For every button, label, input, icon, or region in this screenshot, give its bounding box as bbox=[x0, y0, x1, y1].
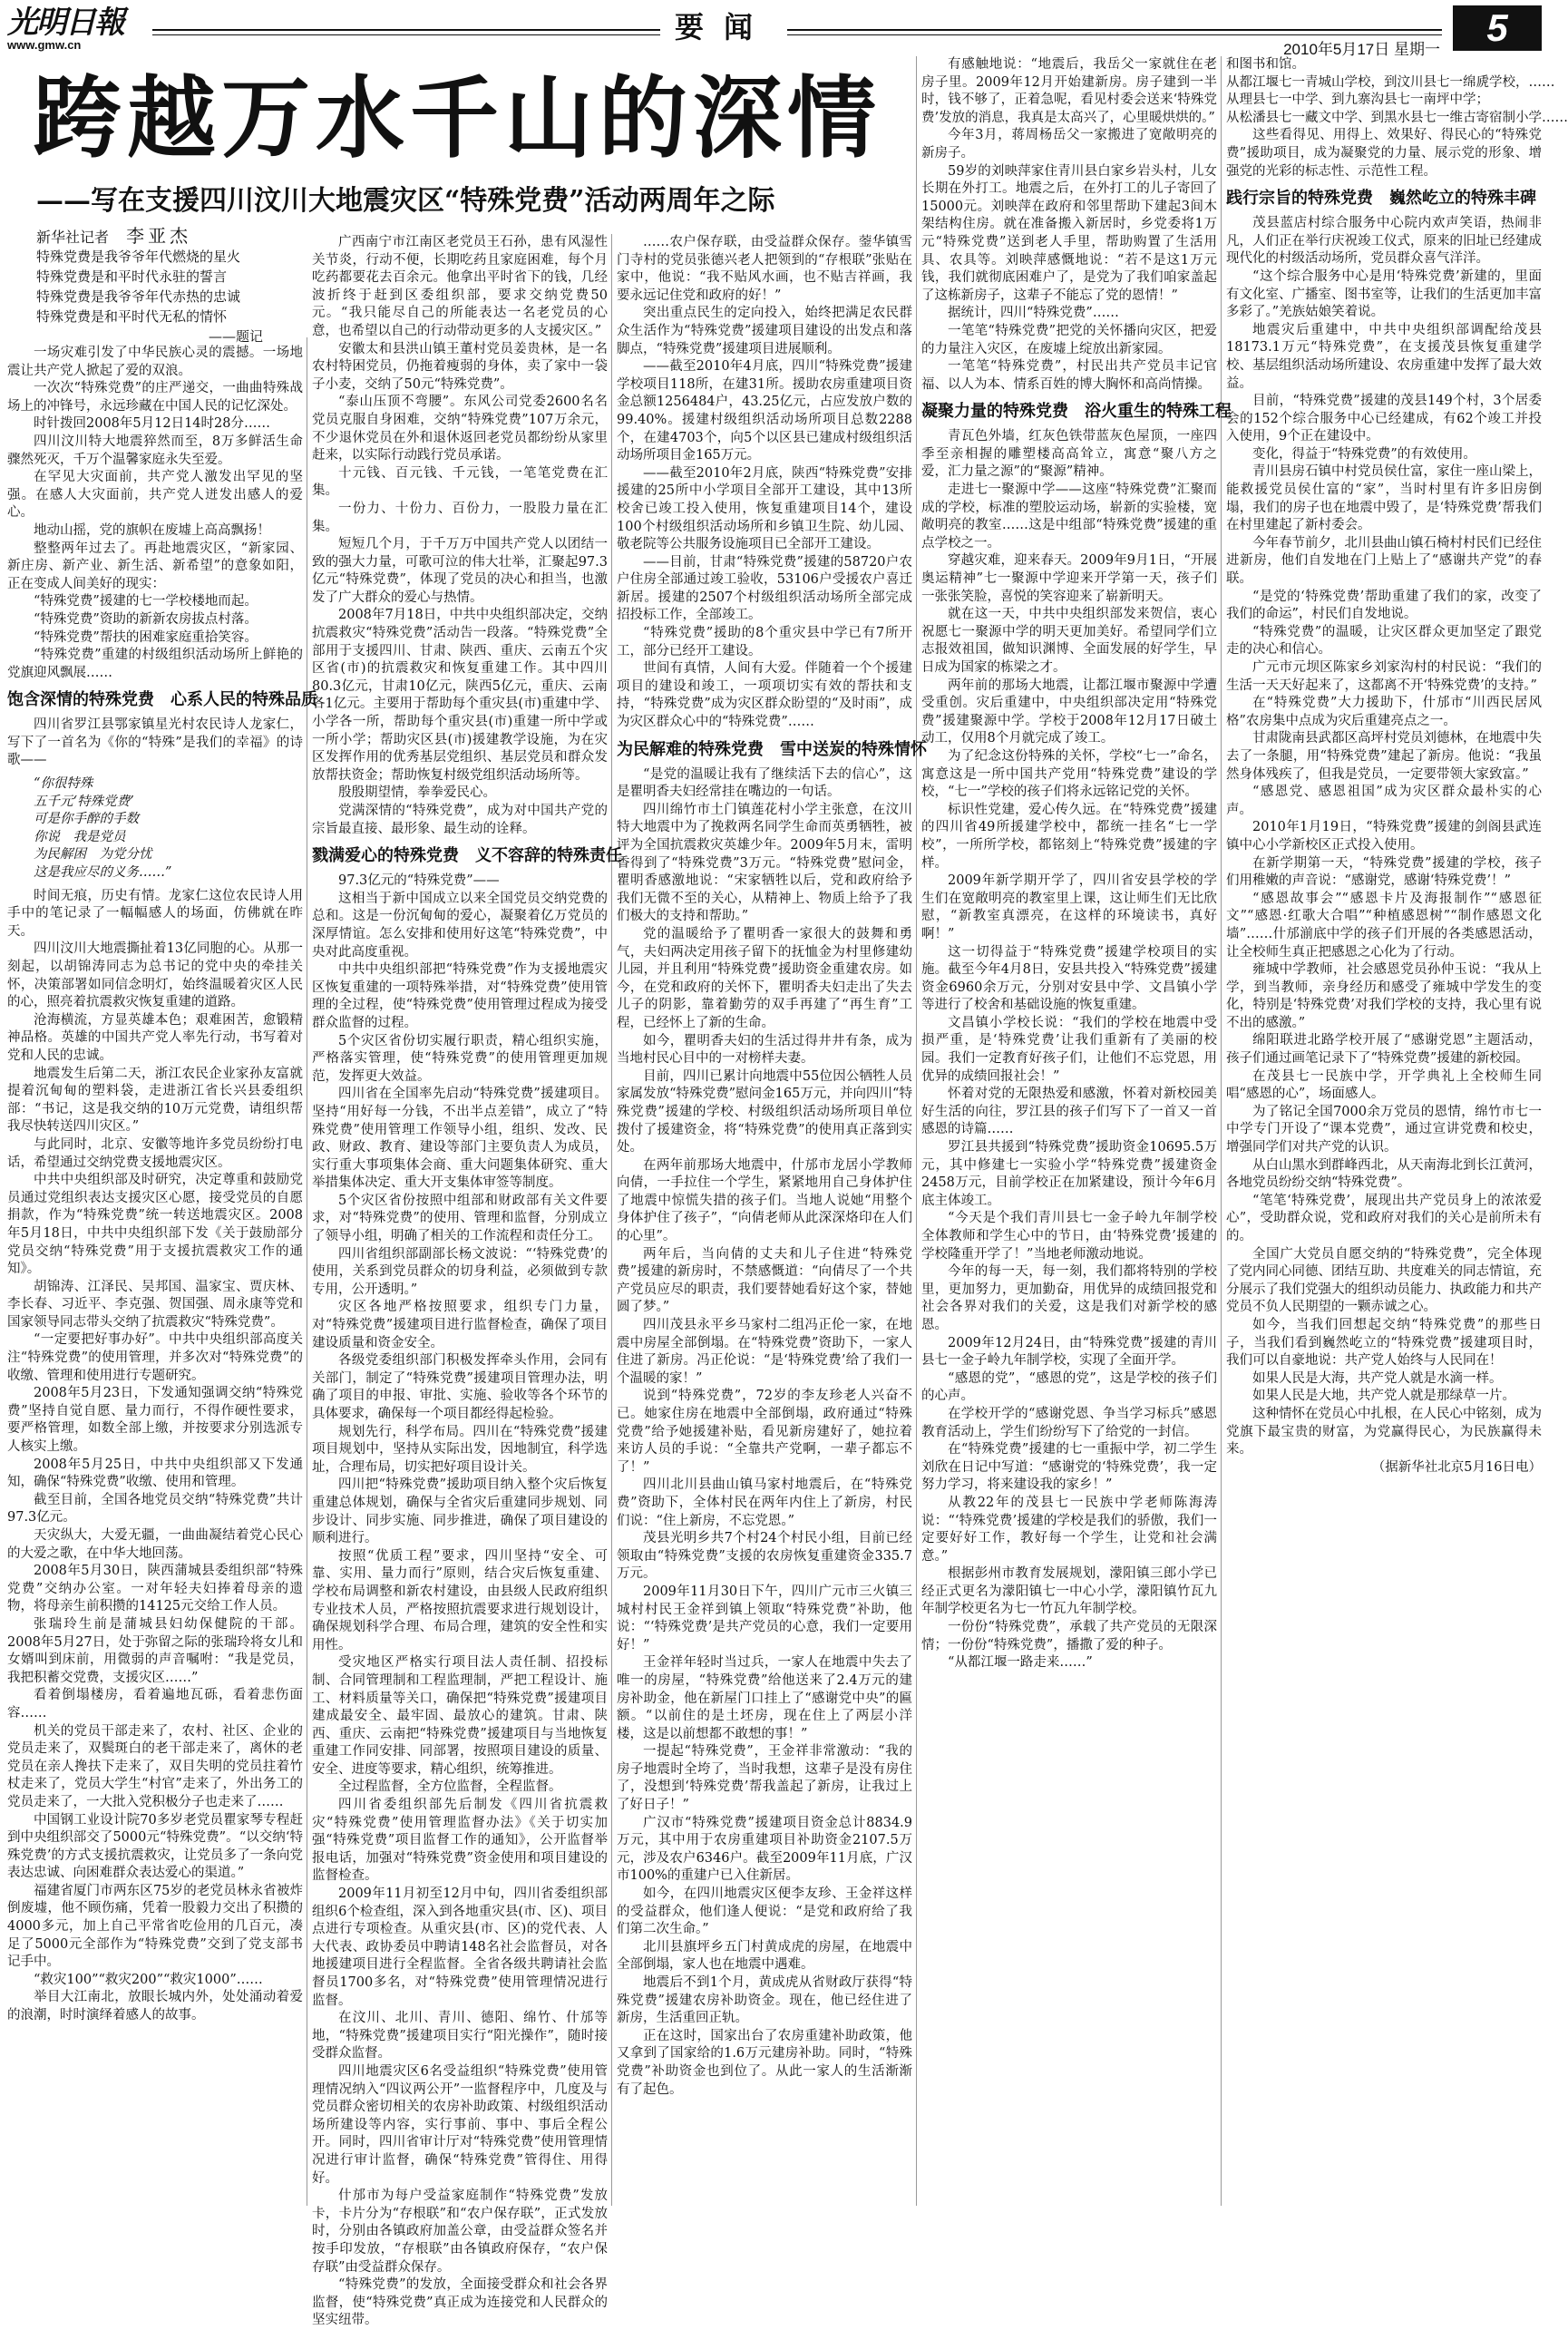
paragraph: 有感触地说：“地震后，我岳父一家就住在老房子里。2009年12月开始建新房。房子建到一半时，钱不够了，正着急呢，看见村委会送来‘特殊党费’发放的消息，我真是太高兴了，心里暖烘烘的。” bbox=[921, 57, 1217, 125]
byline bbox=[36, 221, 191, 248]
article-column-2 bbox=[312, 234, 622, 2328]
paragraph: 今年3月，蒋周杨岳父一家搬进了宽敞明亮的新房子。 bbox=[921, 128, 1217, 161]
paragraph: “特殊党费”重建的村级组织活动场所上鲜艳的党旗迎风飘展…… bbox=[7, 648, 303, 680]
paragraph: 四川省委组织部先后制发《四川省抗震救灾“特殊党费”使用管理监督办法》《关于切实加强“特殊党费”项目监督工作的通知》，公开监督举报电话，加强对“特殊党费”资金使用和项目建设的监督检查。 bbox=[312, 1798, 608, 1884]
paragraph: ……农户保存联，由受益群众保存。蓥华镇雪门寺村的党员张德兴老人把领到的“存根联”张贴在家中，他说：“我不贴风水画，也不贴吉祥画，我要永远记住党和政府的好！” bbox=[617, 235, 912, 303]
paragraph: “是党的‘特殊党费’帮助重建了我们的家，改变了我们的命运”，村民们自发地说。 bbox=[1226, 589, 1542, 622]
paragraph: 四川绵竹市土门镇莲花村小学主张意，在汶川特大地震中为了挽救两名同学生命而英勇牺牲，被评为全国抗震救灾英雄少年。2009年5月末，雷明香得到了“特殊党费”3万元。“特殊党费”慰问金，瞿明香感激地说：“宋家牺牲以后，党和政府给予我们无微不至的关心，从精神上、物质上给予了我们极大的支持和帮助。” bbox=[617, 802, 912, 924]
paragraph: 如果人民是大海，共产党人就是水滴一样。 bbox=[1252, 1370, 1503, 1386]
paragraph: 在学校开学的“感谢党恩、争当学习标兵”感恩教育活动上，学生们纷纷写下了给党的一封信。 bbox=[921, 1406, 1217, 1439]
paragraph: 目前，“特殊党费”援建的茂县149个村，3个居委会的152个综合服务中心已经建成，有62个竣工并投入使用，9个正在建设中。 bbox=[1226, 394, 1542, 444]
paragraph: “这个综合服务中心是用‘特殊党费’新建的，里面有文化室、广播室、图书室等，让我们的生活更加丰富多彩了。”羌族姑娘笑着说。 bbox=[1226, 268, 1542, 320]
paragraph: “笔笔‘特殊党费’，展现出共产党员身上的浓浓爱心”，受助群众说，党和政府对我们的关心是前所未有的。 bbox=[1226, 1193, 1542, 1243]
paragraph: 茂县光明乡共7个村24个村民小组，目前已经领取由“特殊党费”支援的农房恢复重建资金335.7万元。 bbox=[617, 1531, 912, 1582]
byline-author: 李亚杰 bbox=[126, 225, 192, 247]
column-rule bbox=[1221, 56, 1222, 2206]
paragraph: 一份力、十份力、百份力，一股股力量在汇集。 bbox=[312, 501, 608, 534]
text-line: 从理县七一中学、到九寨沟县七一南坪中学； bbox=[1226, 93, 1489, 108]
paragraph: 如今，瞿明香夫妇的生活过得井井有条，成为当地村民心目中的一对榜样夫妻。 bbox=[617, 1033, 912, 1067]
paragraph: 这一切得益于“特殊党费”援建学校项目的实施。截至今年4月8日，安县共投入“特殊党费”援建资金6960余万元，分别对安县中学、文昌镇小学等进行了校舍和基础设施的恢复重建。 bbox=[921, 944, 1217, 1013]
paragraph: 2009年11月初至12月中旬，四川省委组织部组织6个检查组，深入到各地重灾县(市、区)、项目点进行专项检查。从重灾县(市、区)的党代表、人大代表、政协委员中聘请148名社会监督员，对各地援建项目进行全程监督。全省各级共聘请社会监督员1700多名，对“特殊党费”使用管理情况进行监督。 bbox=[312, 1886, 608, 2008]
paragraph: 两年前的那场大地震，让都江堰市聚源中学遭受重创。灾后重建中，中央组织部决定用“特殊党费”援建聚源中学。学校于2008年12月17日破土动工，仅用8个月就完成了竣工。 bbox=[921, 678, 1217, 746]
paragraph: 绵阳联进北路学校开展了“感谢党恩”主题活动，孩子们通过画笔记录下了“特殊党费”援建的新校园。 bbox=[1226, 1033, 1542, 1067]
paragraph: 按照“优质工程”要求，四川坚持“安全、可靠、实用、量力而行”原则，结合灾后恢复重建、学校布局调整和新农村建设，由县级人民政府组织专业技术人员，严格按照抗震要求进行规划设计，确保规划科学合理、布局合理，建筑的安全性和实用性。 bbox=[312, 1548, 608, 1652]
paragraph: “感恩的党”，“感恩的党”，这是学校的孩子们的心声。 bbox=[921, 1370, 1217, 1404]
paragraph: 一次次“特殊党费”的庄严递交，一曲曲特殊战场上的冲锋号，永远珍藏在中国人民的记忆深处。 bbox=[7, 381, 303, 414]
paragraph: 举目大江南北，放眼长城内外，处处涌动着爱的浪潮，时时演绎着感人的故事。 bbox=[7, 1990, 303, 2023]
paragraph: 从白山黑水到群峰西北，从天南海北到长江黄河，各地党员纷纷交纳“特殊党费”。 bbox=[1226, 1157, 1542, 1191]
paragraph: 2009年12月24日，由“特殊党费”援建的青川县七一金子岭九年制学校，实现了全面开学。 bbox=[921, 1335, 1217, 1369]
paragraph: “今天是个我们青川县七一金子岭九年制学校全体教师和学生心中的节日，由‘特殊党费’援建的学校隆重开学了！”当地老师激动地说。 bbox=[921, 1211, 1217, 1262]
article-headline: 跨越万水千山的深情 bbox=[33, 66, 882, 171]
paragraph: 据统计，四川“特殊党费”…… bbox=[948, 306, 1119, 321]
paragraph: 张瑞玲生前是蒲城县妇幼保健院的干部。2008年5月27日，处于弥留之际的张瑞玲将女儿和女婿叫到床前，用微弱的声音嘱咐：“我是党员，我把积蓄交党费，支援灾区……” bbox=[7, 1616, 303, 1685]
logo-url[interactable]: www.gmw.cn bbox=[7, 38, 82, 52]
paragraph: 中共中央组织部及时研究，决定尊重和鼓励党员通过党组织表达支援灾区心愿，接受党员的自愿捐款，作为“特殊党费”统一转送地震灾区。2008年5月18日，中共中央组织部下发《关于鼓励部分党员交纳“特殊党费”用于支援抗震救灾工作的通知》。 bbox=[7, 1173, 303, 1277]
paragraph: 怀着对党的无限热爱和感激，怀着对新校园美好生活的向往，罗江县的孩子们写下了一首又一首感恩的诗篇…… bbox=[921, 1087, 1217, 1137]
paragraph: 时针拨回2008年5月12日14时28分…… bbox=[34, 416, 270, 432]
paragraph: 如今，当我们回想起交纳“特殊党费”的那些日子，当我们看到巍然屹立的“特殊党费”援建项目时，我们可以自豪地说：共产党人始终与人民同在！ bbox=[1226, 1317, 1542, 1369]
paragraph: 四川汶川特大地震猝然而至，8万多鲜活生命骤然死灭，千万个温馨家庭永失至爱。 bbox=[7, 434, 303, 467]
epigraph-sign: ——题记 bbox=[208, 328, 263, 345]
paragraph: ——截至2010年2月底，陕西“特殊党费”安排援建的25所中小学项目全部开工建设，其中13所校舍已竣工投入使用，恢复重建项目14个，建设100个村级组织活动场所和乡镇卫生院、幼儿园、敬老院等公共服务设施项目已全部开工建设。 bbox=[617, 465, 912, 552]
paragraph: 青川县房石镇中村党员侯仕富，家住一座山梁上，能救援党员侯仕富的“家”，当时村里有许多旧房倒塌，我们的房子也在地震中毁了，是‘特殊党费’帮我们在村里建起了新村委会。 bbox=[1226, 464, 1542, 533]
epigraph-line: 特殊党费是我爷爷年代赤热的忠诚 bbox=[36, 288, 241, 305]
paragraph: 全过程监督，全方位监督，全程监督。 bbox=[338, 1779, 562, 1795]
article-column-5 bbox=[1226, 56, 1568, 2204]
paragraph: 安徽太和县洪山镇王董村党员姜贵林，是一名农村特困党员，仍拖着瘦弱的身体，卖了家中一袋子小麦，交纳了50元“特殊党费”。 bbox=[312, 341, 608, 392]
paragraph: 各级党委组织部门积极发挥牵头作用，会同有关部门，制定了“特殊党费”援建项目管理办法，明确了项目的申报、审批、实施、验收等各个环节的具体要求，确保每一个项目都经得起检验。 bbox=[312, 1353, 608, 1421]
issue-date: 2010年5月17日 bbox=[1283, 41, 1390, 58]
paragraph: “救灾100”“救灾200”“救灾1000”…… bbox=[34, 1972, 263, 1987]
paragraph: “一定要把好事办好”。中共中央组织部高度关注“特殊党费”的使用管理，并多次对“特殊党费”的收缴、管理和使用进行专题研究。 bbox=[7, 1332, 303, 1383]
paragraph: “是党的温暖让我有了继续活下去的信心”，这是瞿明香夫妇经常挂在嘴边的一句话。 bbox=[617, 766, 912, 800]
text-line: 从松潘县七一藏文中学、到黑水县七一维古寄宿制小学…… bbox=[1226, 110, 1568, 125]
epigraph-line: 特殊党费是和平时代永驻的誓言 bbox=[36, 268, 228, 285]
paragraph: 在“特殊党费”大力援助下，什邡市“川西民居风格”农房集中点成为灾后重建亮点之一。 bbox=[1226, 696, 1542, 728]
paragraph: 在两年前那场大地震中，什邡市龙居小学教师向倩，一手拉住一个学生，紧紧地用自己身体护住了地震中惊慌失措的孩子们。当地人说她“用整个身体护住了孩子”，“向倩老师从此深深烙印在人们的心里”。 bbox=[617, 1157, 912, 1244]
logo-text: 光明日報 bbox=[7, 5, 123, 41]
paragraph: 文昌镇小学校长说：“我们的学校在地震中受损严重，是‘特殊党费’让我们重新有了美丽的校园。我们一定教育好孩子们，让他们不忘党恩，用优异的成绩回报社会！” bbox=[921, 1015, 1217, 1084]
paragraph: 2009年新学期开学了，四川省安县学校的学生们在宽敞明亮的教室里上课，这让师生们无比欣慰，“新教室真漂亮，在这样的环境读书，真好啊！” bbox=[921, 873, 1217, 941]
paragraph: 看着倒塌楼房，看着遍地瓦砾，看着悲伤面容…… bbox=[7, 1688, 303, 1721]
paragraph: “特殊党费”的发放，全面接受群众和社会各界监督，使“特殊党费”真正成为连接党和人民群众的坚实纽带。 bbox=[312, 2277, 608, 2328]
paragraph: 在茂县七一民族中学，开学典礼上全校师生同唱“感恩的心”，场面感人。 bbox=[1226, 1068, 1542, 1102]
paragraph: 中共中央组织部把“特殊党费”作为支援地震灾区恢复重建的一项特殊举措，对“特殊党费”使用管理的全过程，使“特殊党费”使用管理过程成为接受群众监督的过程。 bbox=[312, 962, 608, 1030]
paragraph: 目前，四川已累计向地震中55位因公牺牲人员家属发放“特殊党费”慰问金165万元，并向四川“特殊党费”援建的学校、村级组织活动场所项目单位拨付了援建资金，将“特殊党费”的使用真正落到实处。 bbox=[617, 1068, 912, 1155]
paragraph: 一份份“特殊党费”，承载了共产党员的无限深情；一份份“特殊党费”，播撒了爱的种子。 bbox=[921, 1620, 1217, 1652]
paragraph: 四川省罗江县鄂家镇星光村农民诗人龙家仁，写下了一首名为《你的“特殊”是我们的幸福》的诗歌—— bbox=[7, 717, 303, 768]
paragraph: 广元市元坝区陈家乡刘家沟村的村民说：“我们的生活一天天好起来了，这都离不开‘特殊党费’的支持。” bbox=[1226, 660, 1542, 693]
paragraph: 四川汶川大地震撕扯着13亿同胞的心。从那一刻起，以胡锦涛同志为总书记的党中央的牵挂关怀，决策部署如同信念明灯，始终温暖着灾区人民的心，照亮着抗震救灾恢复重建的道路。 bbox=[7, 941, 303, 1010]
paragraph: 5个灾区省份按照中组部和财政部有关文件要求，对“特殊党费”的使用、管理和监督，分别成立了领导小组，明确了相关的工作流程和责任分工。 bbox=[312, 1193, 608, 1244]
paragraph: 整整两年过去了。再赴地震灾区，“新家园、新庄房、新产业、新生活、新希望”的意象如阳，正在变成人间美好的现实： bbox=[7, 541, 303, 591]
paragraph: 标识性党建，爱心传久远。在“特殊党费”援建的四川省49所援建学校中，都统一挂名“七一学校”，一所所学校，都铭刻上“特殊党费”援建的字样。 bbox=[921, 802, 1217, 871]
paragraph: 雍城中学教师，社会感恩党员孙仲玉说：“我从上学，到当教师，亲身经历和感受了雍城中学发生的变化，特别是‘特殊党费’对我们学校的支持，我心里有说不出的感激。” bbox=[1226, 962, 1542, 1030]
poem-line: 你说 我是党员 bbox=[34, 829, 126, 844]
paragraph: “从都江堰一路走来……” bbox=[948, 1655, 1093, 1671]
paragraph: 受灾地区严格实行项目法人责任制、招投标制、合同管理制和工程监理制，严把工程设计、施工、材料质量等关口，确保把“特殊党费”援建项目建成最安全、最牢固、最放心的建筑。甘肃、陕西、重庆、云南把“特殊党费”援建项目与当地恢复重建工作同安排、同部署，按照项目建设的质量、安全、进度等要求，精心组织，统筹推进。 bbox=[312, 1655, 608, 1777]
paragraph: “感恩故事会”“感恩卡片及海报制作”“感恩征文”“感恩·红歌大合唱”“种植感恩树”“制作感恩文化墙”……什邡湔底中学的孩子们开展的各类感恩活动，让全校师生真正把感恩之心化为了行动。 bbox=[1226, 891, 1542, 960]
paragraph: 正在这时，国家出台了农房重建补助政策，他又拿到了国家给的1.6万元建房补助。同时，“特殊党费”补助资金也到位了。从此一家人的生活渐渐有了起色。 bbox=[617, 2028, 912, 2097]
paragraph: 为了纪念这份特殊的关怀，学校“七一”命名，寓意这是一所中国共产党用“特殊党费”建设的学校，“七一”学校的孩子们将永远铭记党的关怀。 bbox=[921, 748, 1217, 800]
epigraph bbox=[36, 247, 263, 346]
section-heading: 为民解难的特殊党费 雪中送炭的特殊情怀 bbox=[617, 739, 927, 759]
paragraph: 党满深情的“特殊党费”，成为对中国共产党的宗旨最直接、最形象、最生动的诠释。 bbox=[312, 804, 608, 836]
paragraph: 一笔笔“特殊党费”把党的关怀播向灾区，把爱的力量注入灾区，在废墟上绽放出新家园。 bbox=[921, 323, 1217, 356]
column-rule bbox=[611, 234, 612, 2206]
paragraph: 地震后不到1个月，黄成虎从省财政厅获得“特殊党费”援建农房补助资金。现在，他已经住进了新房，生活重回正轨。 bbox=[617, 1975, 912, 2026]
paragraph: “特殊党费”援助的8个重灾县中学已有7所开工，部分已经开工建设。 bbox=[617, 626, 912, 658]
paragraph: 2008年5月23日，下发通知强调交纳“特殊党费”坚持自觉自愿、量力而行，不得作硬性要求，要严格管理，如数全部上缴，并按要求分别选派专人核实上缴。 bbox=[7, 1386, 303, 1455]
paragraph: 四川茂县永平乡马家村二组冯正伦一家，在地震中房屋全部倒塌。在“特殊党费”资助下，一家人住进了新房。冯正伦说：“是‘特殊党费’给了我们一个温暖的家！” bbox=[617, 1318, 912, 1386]
paragraph: 四川地震灾区6名受益组织“特殊党费”使用管理情况纳入“四议两公开”一监督程序中，几度及与党员群众密切相关的农房补助政策、村级组织活动场所建设等内容，实行事前、事中、事后全程公开。同时，四川省审计厅对“特殊党费”使用管理情况进行审计监督，确保“特殊党费”管得住、用得好。 bbox=[312, 2063, 608, 2186]
section-heading: 凝聚力量的特殊党费 浴火重生的特殊工程 bbox=[921, 402, 1232, 422]
article-column-3 bbox=[617, 234, 927, 2204]
poem-line: 可是你手醉的手数 bbox=[34, 812, 139, 827]
paragraph: 天灾纵大，大爱无疆，一曲曲凝结着党心民心的大爱之歌，在中华大地回荡。 bbox=[7, 1528, 303, 1561]
paragraph: 5个灾区省份切实履行职责，精心组织实施，严格落实管理，使“特殊党费”的使用管理更加规范，发挥更大效益。 bbox=[312, 1033, 608, 1084]
paragraph: 四川把“特殊党费”援助项目纳入整个灾后恢复重建总体规划，确保与全省灾后重建同步规划、同步设计、同步实施、同步推进，确保了项目建设的顺利进行。 bbox=[312, 1477, 608, 1546]
paragraph: 2009年11月30日下午，四川广元市三火镇三城村村民王金祥到镇上领取“特殊党费”补助，他说：“‘特殊党费’是共产党员的心意，我们一定要用好！” bbox=[617, 1584, 912, 1652]
paragraph: 这些看得见、用得上、效果好、得民心的“特殊党费”援助项目，成为凝聚党的力量、展示党的形象、增强党的光彩的标志性、示范性工程。 bbox=[1226, 128, 1542, 179]
paragraph: 十元钱、百元钱、千元钱，一笔笔党费在汇集。 bbox=[312, 465, 608, 499]
paragraph: 四川北川县曲山镇马家村地震后，在“特殊党费”资助下，全体村民在两年内住上了新房，村民们说：“住上新房，不忘党恩。” bbox=[617, 1477, 912, 1528]
poem bbox=[34, 775, 303, 882]
article-column-4 bbox=[921, 56, 1232, 2204]
paragraph: 北川县旗坪乡五门村黄成虎的房屋，在地震中全部倒塌，家人也在地震中遇难。 bbox=[617, 1939, 912, 1973]
article-source: （据新华社北京5月16日电） bbox=[1371, 1459, 1542, 1475]
paragraph: 在汶川、北川、青川、德阳、绵竹、什邡等地，“特殊党费”援建项目实行“阳光操作”，随时接受群众监督。 bbox=[312, 2011, 608, 2062]
paragraph: 说到“特殊党费”，72岁的李友珍老人兴奋不已。她家住房在地震中全部倒塌，政府通过“特殊党费”给予她援建补贴，看见新房建好了，她拉着来访人员的手说：“全靠共产党啊，一辈子都忘不了！” bbox=[617, 1389, 912, 1475]
poem-line: 为民解困 为党分忧 bbox=[34, 847, 152, 863]
paragraph: 甘肃陇南县武都区高坪村党员刘德林，在地震中失去了一条腿，用“特殊党费”建起了新房。他说：“我虽然身体残疾了，但我是党员，一定要带领大家致富。” bbox=[1226, 731, 1542, 782]
paragraph: 如果人民是大地，共产党人就是那绿草一片。 bbox=[1252, 1389, 1515, 1404]
paragraph: 这种情怀在党员心中扎根，在人民心中铭刻，成为党旗下最宝贵的财富，为党赢得民心，为民族赢得未来。 bbox=[1226, 1406, 1542, 1457]
paragraph: 今年春节前夕，北川县曲山镇石椅村村民们已经住进新房，他们自发地在门上贴上了“感谢共产党”的春联。 bbox=[1226, 535, 1542, 587]
paragraph: 地震灾后重建中，中共中央组织部调配给茂县18173.1万元“特殊党费”，在支援茂县恢复重建学校、基层组织活动场所建设、农房重建中发挥了最大效益。 bbox=[1226, 322, 1542, 391]
paragraph: ——目前，甘肃“特殊党费”援建的58720户农户住房全部通过竣工验收，53106户受援农户喜迁新居。援建的2507个村级组织活动场所全部完成招投标工作，全部竣工。 bbox=[617, 554, 912, 623]
paragraph: 根据彭州市教育发展规划，濛阳镇三郎小学已经正式更名为濛阳镇七一中心小学，濛阳镇竹瓦九年制学校更名为七一竹瓦九年制学校。 bbox=[921, 1566, 1217, 1617]
paragraph: 殷殷期望情，拳拳爱民心。 bbox=[338, 785, 496, 801]
epigraph-line: 特殊党费是和平时代无私的情怀 bbox=[36, 308, 228, 325]
paragraph: 截至目前，全国各地党员交纳“特殊党费”共计97.3亿元。 bbox=[7, 1492, 303, 1526]
paragraph: “特殊党费”帮扶的困难家庭重拾笑容。 bbox=[34, 629, 258, 645]
paragraph: 王金祥年轻时当过兵，一家人在地震中失去了唯一的房屋，“特殊党费”给他送来了2.4万元的建房补助金，他在新屋门口挂上了“感谢党中央”的匾额。“以前住的是土坯房，现在住上了两层小洋楼，这是以前想都不敢想的事！” bbox=[617, 1655, 912, 1741]
paragraph: 为了铭记全国7000余万党员的恩情，绵竹市七一中学专门开设了“课本党费”，通过宣讲党费和校史，增强同学们对共产党的认识。 bbox=[1226, 1104, 1542, 1155]
masthead bbox=[7, 5, 1542, 58]
paragraph: 短短几个月，于千万万中国共产党人以团结一致的强大力量，可歌可泣的伟大壮举，汇聚起97.3亿元“特殊党费”，体现了党员的决心和担当，也激发了广大群众的爱心与热情。 bbox=[312, 537, 608, 605]
paragraph: “特殊党费”的温暖，让灾区群众更加坚定了跟党走的决心和信心。 bbox=[1226, 624, 1542, 658]
paragraph: 四川省在全国率先启动“特殊党费”援建项目。坚持“用好每一分钱，不出半点差错”，成立了“特殊党费”使用管理工作领导小组，组织、发改、民政、财政、教育、建设等部门主要负责人为成员，实行重大事项集体会商、重大问题集体研究、重大举措集体决定、重大开支集体审签等制度。 bbox=[312, 1087, 608, 1191]
paragraph: 规划先行，科学布局。四川在“特殊党费”援建项目规划中，坚持从实际出发，因地制宜，科学选址，合理布局，切实把好项目设计关。 bbox=[312, 1424, 608, 1475]
paragraph: 时间无痕，历史有情。龙家仁这位农民诗人用手中的笔记录了一幅幅感人的场面，仿佛就在昨天。 bbox=[7, 888, 303, 939]
paragraph: 如今，在四川地震灾区便李友珍、王金祥这样的受益群众，他们逢人便说：“是党和政府给了我们第二次生命。” bbox=[617, 1886, 912, 1937]
paragraph: 变化，得益于“特殊党费”的有效使用。 bbox=[1252, 446, 1476, 462]
paragraph: 2008年7月18日，中共中央组织部决定，交纳抗震救灾“特殊党费”活动告一段落。“特殊党费”全部用于支援四川、甘肃、陕西、重庆、云南五个灾区省(市)的抗震救灾和恢复重建工作。其中四川80.3亿元，甘肃10亿元，陕西5亿元，重庆、云南各1亿元。主要用于帮助每个重灾县(市)重建中学、小学各一所，帮助每个重灾县(市)重建一所中学或一所小学；帮助灾区县(市)援建教学设施，为在灾区发挥作用的优秀基层党组织、基层党员和群众发放帮扶资金；帮助恢复村级党组织活动场所等。 bbox=[312, 608, 608, 783]
poem-line: 这是我应尽的义务……” bbox=[34, 865, 172, 881]
paragraph: 茂县蓝店村综合服务中心院内欢声笑语，热闹非凡，人们正在举行庆祝竣工仪式，原来的旧址已经建成现代化的村级活动场所，党员群众喜气洋洋。 bbox=[1226, 216, 1542, 267]
paragraph: 地动山摇，党的旗帜在废墟上高高飘扬！ bbox=[34, 522, 270, 538]
paragraph: 在“特殊党费”援建的七一重振中学，初二学生刘欣在日记中写道：“感谢党的‘特殊党费’，我一定努力学习，将来建设我的家乡！” bbox=[921, 1442, 1217, 1493]
paragraph: 机关的党员干部走来了，农村、社区、企业的党员走来了，双鬓斑白的老干部走来了，离休的老党员在亲人搀扶下走来了，双目失明的党员拄着竹杖走来了，党员大学生“村官”走来了，外出务工的党员走来了，一大批入党积极分子也走来了…… bbox=[7, 1723, 303, 1809]
section-name: 要闻 bbox=[660, 9, 787, 45]
poem-line: 五千元‘特殊党费’ bbox=[34, 794, 134, 809]
issue-weekday: 星期一 bbox=[1394, 41, 1440, 58]
section-heading: 戮满爱心的特殊党费 义不容辞的特殊责任 bbox=[312, 846, 622, 866]
paragraph: 广西南宁市江南区老党员王石孙，患有风湿性关节炎，行动不便，长期吃药且家庭困难，每个月吃药都要花去百余元。他拿出平时省下的钱，几经波折终于赶到区委组织部，要求交纳党费50元。“我只能尽自己的所能表达一名老党员的心意，也希望以自己的行动带动更多的人支援灾区。” bbox=[312, 235, 608, 338]
paragraph: 沧海横流，方显英雄本色；艰难困苦，愈锻精神品格。英雄的中国共产党人率先行动，书写着对党和人民的忠诚。 bbox=[7, 1012, 303, 1063]
article-subheadline: ——写在支援四川汶川大地震灾区“特殊党费”活动两周年之际 bbox=[36, 185, 775, 217]
paragraph: 灾区各地严格按照要求，组织专门力量，对“特殊党费”援建项目进行监督检查，确保了项目建设质量和资金安全。 bbox=[312, 1300, 608, 1350]
paragraph: 一场灾难引发了中华民族心灵的震撼。一场地震让共产党人掀起了爱的双浪。 bbox=[7, 346, 303, 378]
paragraph: 罗江县共援到“特殊党费”援助资金10695.5万元，其中修建七一实验小学“特殊党费”援建资金2458万元，目前学校正在加紧建设，预计今年6月底主体竣工。 bbox=[921, 1140, 1217, 1208]
byline-label: 新华社记者 bbox=[36, 229, 110, 246]
paragraph: ——截至2010年4月底，四川“特殊党费”援建学校项目118所，在建31所。援助农房重建项目资金总额1256484户，43.25亿元，占应发放户数的99.40%。援建村级组织活动场所项目总数2288个，在建4703个，向5个以区县已建成村级组织活动场所项目金165万元。 bbox=[617, 359, 912, 463]
paragraph: 两年后，当向倩的丈夫和儿子住进“特殊党费”援建的新房时，不禁感慨道：“向倩尽了一个共产党员应尽的职责，我们要替她看好这个家，替她圆了梦。” bbox=[617, 1246, 912, 1315]
paragraph: 福建省厦门市两东区75岁的老党员林永省被炸倒废墟，他不顾伤痛，凭着一股毅力交出了积攒的4000多元，加上自己平常省吃俭用的几百元，凑足了5000元全部作为“特殊党费”交到了党支部书记手中。 bbox=[7, 1883, 303, 1970]
paragraph: 党的温暖给予了瞿明香一家很大的鼓舞和勇气，夫妇两决定用孩子留下的抚恤金为村里修建幼儿园，并且利用“特殊党费”援助资金重建农房。如今，在党和政府的关怀下，瞿明香夫妇走出了失去儿子的阴影，靠着勤劳的双手再建了“再生育”工程，已经怀上了新的生命。 bbox=[617, 926, 912, 1030]
paragraph: 一笔笔“特殊党费”，村民出共产党员丰记官福、以人为本、情系百姓的博大胸怀和高尚情操。 bbox=[921, 359, 1217, 392]
paragraph: 2010年1月19日，“特殊党费”援建的剑阁县武连镇中心小学新校区正式投入使用。 bbox=[1226, 820, 1542, 853]
paragraph: 全国广大党员自愿交纳的“特殊党费”，完全体现了党内同心同德、团结互助、共度难关的同志情谊，充分展示了我们党强大的组织动员能力、执政能力和共产党员不负人民期望的一颗赤诚之心。 bbox=[1226, 1246, 1542, 1315]
paragraph: “特殊党费”资助的新新农房拔点村落。 bbox=[34, 611, 258, 627]
paragraph: 走进七一聚源中学——这座“特殊党费”汇聚而成的学校，标准的塑胶运动场，崭新的实验楼，宽敞明亮的教室……这是中组部“特殊党费”援建的重点学校之一。 bbox=[921, 483, 1217, 551]
paragraph: “感恩党、感恩祖国”成为灾区群众最朴实的心声。 bbox=[1226, 785, 1542, 817]
column-rule bbox=[916, 56, 917, 2206]
paragraph: “特殊党费”援建的七一学校楼地而起。 bbox=[34, 594, 258, 609]
paragraph: 97.3亿元的“特殊党费”—— bbox=[338, 873, 500, 889]
epigraph-line: 特殊党费是我爷爷年代燃烧的星火 bbox=[36, 249, 241, 265]
newspaper-logo[interactable] bbox=[7, 5, 143, 51]
paragraph: 什邡市为每户受益家庭制作“特殊党费”发放卡，卡片分为“存根联”和“农户保存联”，正式发放时，分别由各镇政府加盖公章，由受益群众签名并按手印发放，“存根联”由各镇政府保存，“农户保存联”由受益群众保存。 bbox=[312, 2189, 608, 2275]
text-line: 从都江堰七一青城山学校，到汶川县七一绵虒学校，…… bbox=[1226, 74, 1555, 90]
paragraph: 今年的每一天，每一刻，我们都将特别的学校里，更加努力，更加勤奋，用优异的成绩回报党和社会各界对我们的关爱，这是我们对新学校的感恩。 bbox=[921, 1264, 1217, 1332]
page-number: 5 bbox=[1453, 5, 1542, 51]
paragraph: 突出重点民生的定向投入，始终把满足农民群众生活作为“特殊党费”援建项目建设的出发点和落脚点，“特殊党费”援建项目进展顺利。 bbox=[617, 306, 912, 356]
paragraph: 在罕见大灾面前，共产党人激发出罕见的坚强。在感人大灾面前，共产党人迸发出感人的爱心。 bbox=[7, 470, 303, 521]
paragraph: 青瓦色外墙，红灰色铁带蓝灰色屋顶，一座四季至亲相握的雕塑楼高高耸立，寓意“聚八方之爱，汇力量之源”的“聚源”精神。 bbox=[921, 429, 1217, 480]
paragraph: 2008年5月25日，中共中央组织部又下发通知，确保“特殊党费”收缴、使用和管理。 bbox=[7, 1457, 303, 1490]
paragraph: 广汉市“特殊党费”援建项目资金总计8834.9万元，其中用于农房重建项目补助资金2107.5万元，涉及农户6346户。截至2009年11月底，广汉市100%的重建户已入住新居。 bbox=[617, 1815, 912, 1884]
paragraph: 穿越灾难，迎来春天。2009年9月1日，“开展奥运精神”七一聚源中学迎来开学第一天，孩子们一张张笑脸，喜悦的笑容迎来了崭新明天。 bbox=[921, 553, 1217, 604]
paragraph: 与此同时，北京、安徽等地许多党员纷纷打电话，希望通过交纳党费支援地震灾区。 bbox=[7, 1136, 303, 1170]
paragraph: 这相当于新中国成立以来全国党员交纳党费的总和。这是一份沉甸甸的爱心，凝聚着亿万党员的深厚情谊。怎么安排和使用好这笔“特殊党费”，中央对此高度重视。 bbox=[312, 891, 608, 960]
header-rule bbox=[152, 29, 1442, 35]
paragraph: 四川省组织部副部长杨文波说：“‘特殊党费’的使用，关系到党员群众的切身利益，必须做到专款专用，公开透明。” bbox=[312, 1246, 608, 1297]
paragraph: 胡锦涛、江泽民、吴邦国、温家宝、贾庆林、李长春、习近平、李克强、贺国强、周永康等党和国家领导同志带头交纳了抗震救灾“特殊党费”。 bbox=[7, 1279, 303, 1330]
section-heading: 饱含深情的特殊党费 心系人民的特殊品质 bbox=[7, 690, 317, 710]
paragraph: 从教22年的茂县七一民族中学老师陈海涛说：“‘特殊党费’援建的学校是我们的骄傲，我们一定要好好工作，教好每一个学生，让党和社会满意。” bbox=[921, 1495, 1217, 1564]
paragraph: “泰山压顶不弯腰”。东风公司党委2600名名党员克服自身困难，交纳“特殊党费”107万余元，不少退休党员在外和退休返回老党员都纷纷从家里赶来，以实际行动践行党员承诺。 bbox=[312, 395, 608, 463]
paragraph: 世间有真情，人间有大爱。伴随着一个个援建项目的建设和竣工，一项项切实有效的帮扶和支持，“特殊党费”成为灾区群众盼望的“及时雨”，成为灾区群众心中的“特殊党费”…… bbox=[617, 661, 912, 730]
paragraph: 2008年5月30日，陕西蒲城县委组织部“特殊党费”交纳办公室。一对年轻夫妇捧着母亲的遗物，将母亲生前积攒的14125元交给工作人员。 bbox=[7, 1564, 303, 1614]
paragraph: 59岁的刘映萍家住青川县白家乡岩头村，儿女长期在外打工。地震之后，在外打工的儿子寄回了15000元。刘映萍在政府和邻里帮助下建起3间木架结构住房。就在准备搬入新居时，乡党委将1万元“特殊党费”送到老人手里，帮助购置了生活用具、农具等。刘映萍感慨地说：“若不是这1万元钱，我们就彻底困难户了，是党为了我们咱家盖起了这栋新房子，这辈子不能忘了党的恩情！” bbox=[921, 163, 1217, 303]
paragraph: 在新学期第一天，“特殊党费”援建的学校，孩子们用稚嫩的声音说：“感谢党，感谢‘特殊党费’！” bbox=[1226, 855, 1542, 889]
section-heading: 践行宗旨的特殊党费 巍然屹立的特殊丰碑 bbox=[1226, 189, 1536, 209]
paragraph: 一提起“特殊党费”，王金祥非常激动：“我的房子地震时全垮了，当时我想，这辈子是没有房住了，没想到‘特殊党费’帮我盖起了新房，让我过上了好日子！” bbox=[617, 1744, 912, 1813]
paragraph: 地震发生后第二天，浙江农民企业家孙友富就提着沉甸甸的塑料袋，走进浙江省长兴县委组织部：“书记，这是我交纳的10万元党费，请组织帮我尽快转送四川灾区。” bbox=[7, 1066, 303, 1135]
paragraph: 就在这一天，中共中央组织部发来贺信，衷心祝愿七一聚源中学的明天更加美好。希望同学们立志报效祖国，做知识渊博、全面发展的好学生，早日成为国家的栋梁之才。 bbox=[921, 607, 1217, 675]
article-column-1 bbox=[7, 345, 317, 2204]
paragraph: 中国钢工业设计院70多岁老党员瞿家琴专程赶到中央组织部交了5000元“特殊党费”。“以交纳‘特殊党费’的方式支援抗震救灾，让党员多了一条向党表达忠诚、向困难群众表达爱心的渠道。” bbox=[7, 1812, 303, 1881]
poem-line: “你很特殊 bbox=[34, 776, 93, 792]
text-line: 和图书和馆。 bbox=[1226, 57, 1305, 72]
